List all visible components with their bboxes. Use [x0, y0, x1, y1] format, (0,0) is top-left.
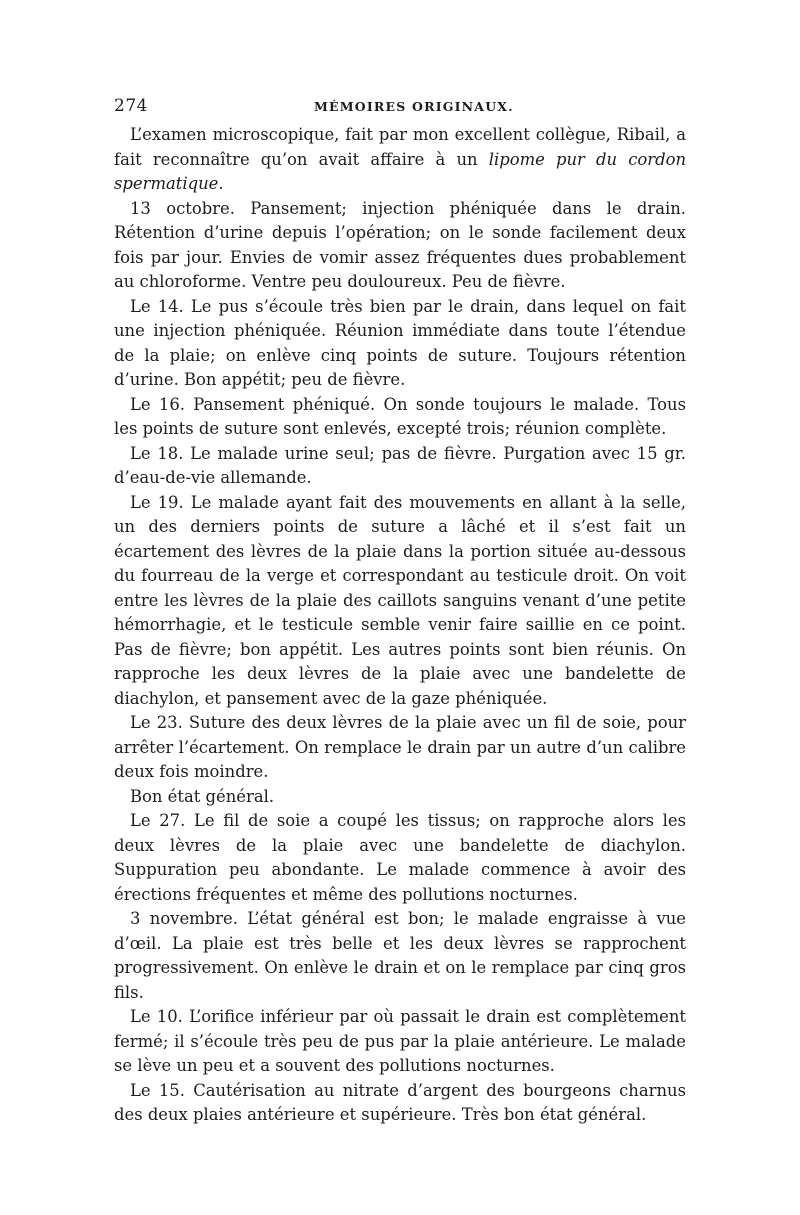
paragraph-13-octobre — [114, 197, 686, 295]
paragraph-text: Bon état général. — [130, 786, 275, 806]
paragraph-le-16 — [114, 393, 686, 442]
paragraph-text: 13 octobre. Pansement; injection phéniquée dans le drain. Rétention d’urine depuis l’opération; on le sonde facilement deux fois par jour. Envies de vomir assez fréquentes dues probablement au chloroforme. Ventre peu douloureux. Peu de fièvre. — [114, 198, 686, 291]
body-text — [114, 123, 686, 1128]
paragraph-bon-etat — [114, 785, 686, 810]
paragraph-text: Le 18. Le malade urine seul; pas de fièvre. Purgation avec 15 gr. d’eau-de-vie allemande. — [114, 443, 686, 487]
paragraph-text: Le 19. Le malade ayant fait des mouvements en allant à la selle, un des derniers points de suture a lâché et il s’est fait un écartement des lèvres de la plaie dans la portion située au-dessous du fourreau de la verge et correspondant au testicule droit. On voit entre les lèvres de la plaie des caillots sanguins venant d’une petite hémorrhagie, et le testicule semble venir faire saillie en ce point. Pas de fièvre; bon appétit. Les autres points sont bien réunis. On rapproche les deux lèvres de la plaie avec une bandelette de diachylon, et pansement avec de la gaze phéniquée. — [114, 492, 686, 708]
paragraph-text: L’examen microscopique, fait par mon excellent collègue, Ribail, a fait reconnaître qu’on avait affaire à un — [114, 125, 686, 169]
paragraph-le-15 — [114, 1079, 686, 1128]
paragraph-le-19 — [114, 491, 686, 712]
paragraph-text: Le 23. Suture des deux lèvres de la plaie avec un fil de soie, pour arrêter l’écartement. On remplace le drain par un autre d’un calibre deux fois moindre. — [114, 713, 686, 781]
paragraph-3-novembre — [114, 907, 686, 1005]
running-title: MÉMOIRES ORIGINAUX. — [314, 99, 514, 114]
paragraph-le-10 — [114, 1005, 686, 1079]
paragraph-text: Le 14. Le pus s’écoule très bien par le drain, dans lequel on fait une injection phéniquée. Réunion immédiate dans toute l’étendue de la plaie; on enlève cinq points de suture. Toujours rétention d’urine. Bon appétit; peu de fièvre. — [114, 296, 686, 389]
italic-diagnosis: lipome pur du cordon spermatique — [114, 149, 687, 193]
page-number: 274 — [114, 96, 148, 116]
paragraph-le-23 — [114, 711, 686, 785]
paragraph-text: Le 10. L’orifice inférieur par où passait le drain est complètement fermé; il s’écoule très peu de pus par la plaie antérieure. Le malade se lève un peu et a souvent des pollutions nocturnes. — [114, 1007, 686, 1075]
paragraph-text: Le 15. Cautérisation au nitrate d’argent des bourgeons charnus des deux plaies antérieure et supérieure. Très bon état général. — [114, 1080, 686, 1124]
book-page — [114, 96, 686, 1128]
paragraph-text: Le 16. Pansement phéniqué. On sonde toujours le malade. Tous les points de suture sont enlevés, excepté trois; réunion complète. — [114, 394, 686, 438]
paragraph-le-27 — [114, 809, 686, 907]
paragraph-text: Le 27. Le fil de soie a coupé les tissus; on rapproche alors les deux lèvres de la plaie avec une bandelette de diachylon. Suppuration peu abondante. Le malade commence à avoir des érections fréquentes et même des pollutions nocturnes. — [114, 811, 686, 904]
paragraph-text: 3 novembre. L’état général est bon; le malade engraisse à vue d’œil. La plaie est très belle et les deux lèvres se rapprochent progressivement. On enlève le drain et on le remplace par cinq gros fils. — [114, 909, 686, 1002]
paragraph-text-end: . — [218, 174, 224, 193]
paragraph-le-18 — [114, 442, 686, 491]
paragraph-le-14 — [114, 295, 686, 393]
paragraph-examen — [114, 123, 686, 197]
page-header — [114, 96, 686, 122]
